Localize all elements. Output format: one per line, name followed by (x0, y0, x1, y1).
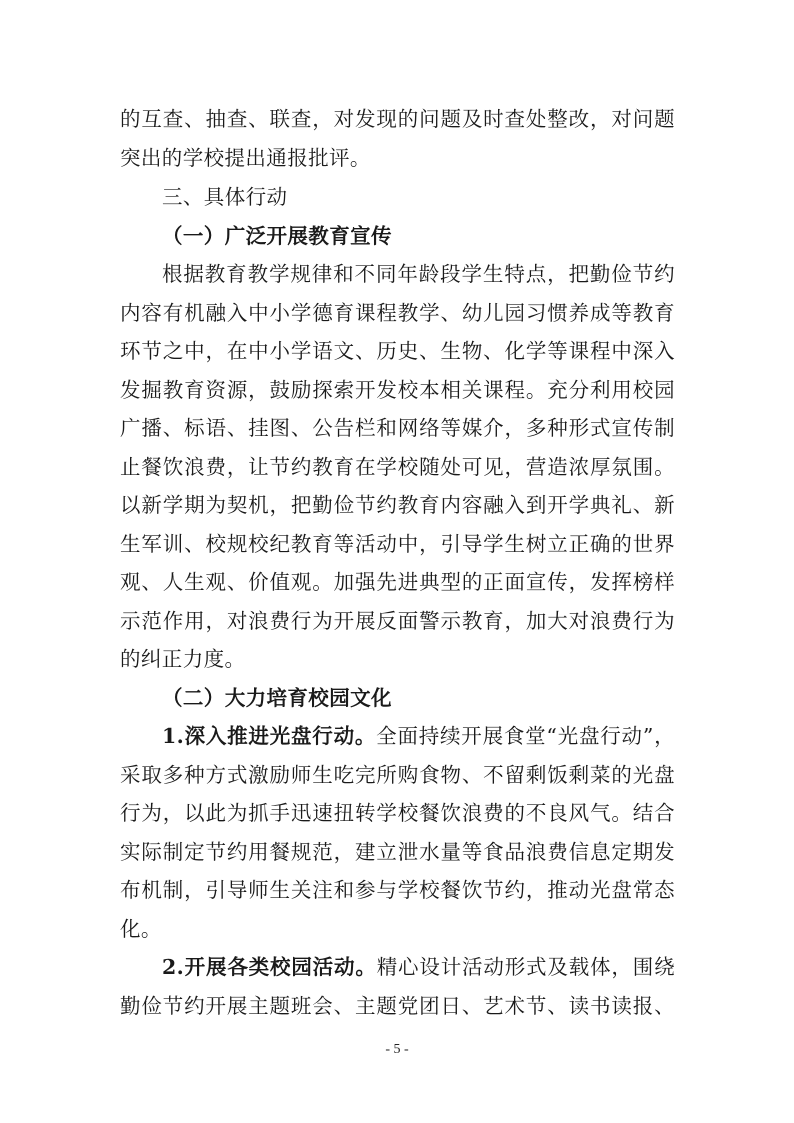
body-text-line: 布机制，引导师生关注和参与学校餐饮节约，推动光盘常态 (120, 878, 675, 902)
body-text-line: 勤俭节约开展主题班会、主题党团日、艺术节、读书读报、 (120, 994, 675, 1018)
body-text-run: 全面持续开展食堂“光盘行动”， (376, 724, 675, 748)
body-text-line: 止餐饮浪费，让节约教育在学校随处可见，营造浓厚氛围。 (120, 455, 675, 479)
section-heading: 三、具体行动 (162, 185, 288, 209)
body-text-run: 精心设计活动形式及载体，围绕 (376, 955, 675, 979)
body-text-line: 化。 (120, 917, 162, 941)
body-text-line: 突出的学校提出通报批评。 (120, 146, 371, 170)
body-text-line: 环节之中，在中小学语文、历史、生物、化学等课程中深入 (120, 339, 675, 363)
body-text-line: 以新学期为契机，把勤俭节约教育内容融入到开学典礼、新 (120, 493, 675, 517)
paragraph-lead-line (162, 719, 675, 753)
body-text-line: 采取多种方式激励师生吃完所购食物、不留剩饭剩菜的光盘 (120, 763, 675, 787)
paragraph-lead: 1.深入推进光盘行动。 (162, 724, 377, 748)
paragraph-lead: 2.开展各类校园活动。 (162, 955, 377, 979)
body-text-line: 的纠正力度。 (120, 647, 246, 671)
body-text-line: 观、人生观、价值观。加强先进典型的正面宣传，发挥榜样 (120, 570, 675, 594)
subsection-heading: （二）大力培育校园文化 (162, 686, 392, 710)
body-text-line: 广播、标语、挂图、公告栏和网络等媒介，多种形式宣传制 (120, 416, 675, 440)
body-text-line: 根据教育教学规律和不同年龄段学生特点，把勤俭节约 (162, 262, 675, 286)
body-text-line: 的互查、抽查、联查，对发现的问题及时查处整改，对问题 (120, 107, 675, 131)
paragraph-lead-line (162, 950, 675, 984)
body-text-line: 发掘教育资源，鼓励探索开发校本相关课程。充分利用校园 (120, 378, 675, 402)
body-text-line: 行为，以此为抓手迅速扭转学校餐饮浪费的不良风气。结合 (120, 801, 675, 825)
body-text-line: 生军训、校规校纪教育等活动中，引导学生树立正确的世界 (120, 532, 675, 556)
body-text-line: 示范作用，对浪费行为开展反面警示教育，加大对浪费行为 (120, 609, 675, 633)
body-text-line: 内容有机融入中小学德育课程教学、幼儿园习惯养成等教育 (120, 301, 675, 325)
body-text-line: 实际制定节约用餐规范，建立泄水量等食品浪费信息定期发 (120, 840, 675, 864)
subsection-heading: （一）广泛开展教育宣传 (162, 224, 392, 248)
page-number: - 5 - (385, 1042, 409, 1057)
